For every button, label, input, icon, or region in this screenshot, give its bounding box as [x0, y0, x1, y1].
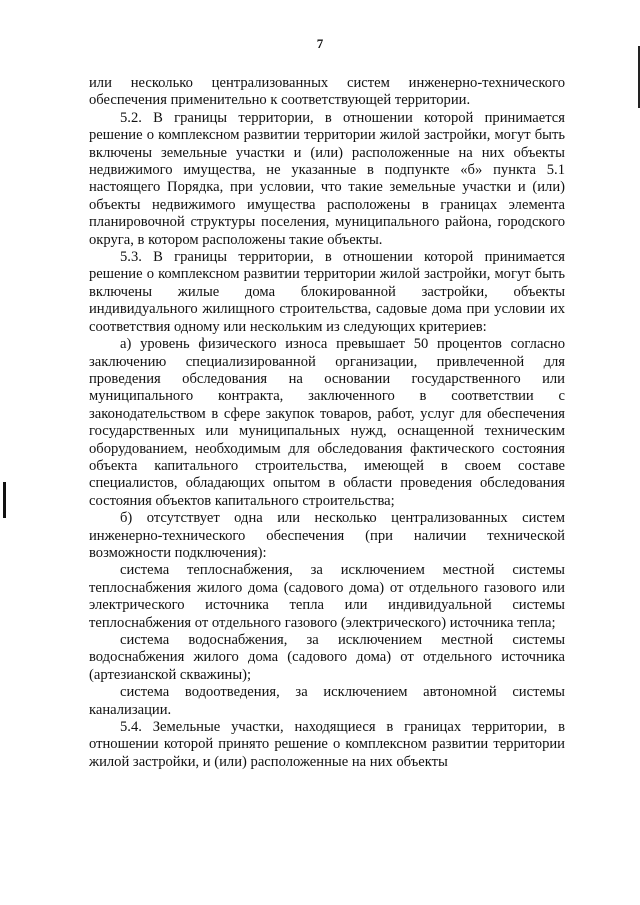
criterion-b: б) отсутствует одна или несколько централизованных систем инженерно-технического обеспечения (при наличии технической возможности подключения):	[89, 510, 565, 561]
paragraph-5-2: 5.2. В границы территории, в отношении которой принимается решение о комплексном развитии территории жилой застройки, могут быть включены земельные участки и (или) расположенные на них объекты недвижимого имущества, не указанные в подпункте «б» пункта 5.1 настоящего Порядка, при условии, что такие земельные участки и (или) объекты недвижимого имущества расположены в границах элемента планировочной структуры поселения, муниципального района, городского округа, в котором расположены такие объекты.	[89, 109, 565, 248]
document-body	[89, 75, 565, 771]
paragraph-continuation: или несколько централизованных систем инженерно-технического обеспечения применительно к соответствующей территории.	[89, 75, 565, 109]
paragraph-5-3: 5.3. В границы территории, в отношении которой принимается решение о комплексном развитии территории жилой застройки, могут быть включены жилые дома блокированной застройки, объекты индивидуального жилищного строительства, садовые дома при условии их соответствия одному или нескольким из следующих критериев:	[89, 249, 565, 335]
margin-mark	[3, 482, 6, 518]
page-number: 7	[316, 36, 324, 51]
criterion-b-sewerage: система водоотведения, за исключением автономной системы канализации.	[89, 684, 565, 718]
criterion-b-water-supply: система водоснабжения, за исключением местной системы водоснабжения жилого дома (садового дома) от отдельного источника (артезианской скважины);	[89, 632, 565, 683]
criterion-b-heating: система теплоснабжения, за исключением местной системы теплоснабжения жилого дома (садового дома) от отдельного газового или электрического источника тепла или индивидуальной системы теплоснабжения от отдельного газового (электрического) источника тепла;	[89, 562, 565, 631]
criterion-a: а) уровень физического износа превышает 50 процентов согласно заключению специализированной организации, привлеченной для проведения обследования на основании государственного или муниципального контракта, заключенного в соответствии с законодательством в сфере закупок товаров, работ, услуг для обеспечения государственных или муниципальных нужд, оснащенной техническим оборудованием, необходимым для обследования фактического состояния объекта капитального строительства, имеющей в своем составе специалистов, обладающих опытом в области проведения обследования состояния объектов капитального строительства;	[89, 336, 565, 509]
paragraph-5-4: 5.4. Земельные участки, находящиеся в границах территории, в отношении которой принято решение о комплексном развитии территории жилой застройки, и (или) расположенные на них объекты	[89, 719, 565, 770]
